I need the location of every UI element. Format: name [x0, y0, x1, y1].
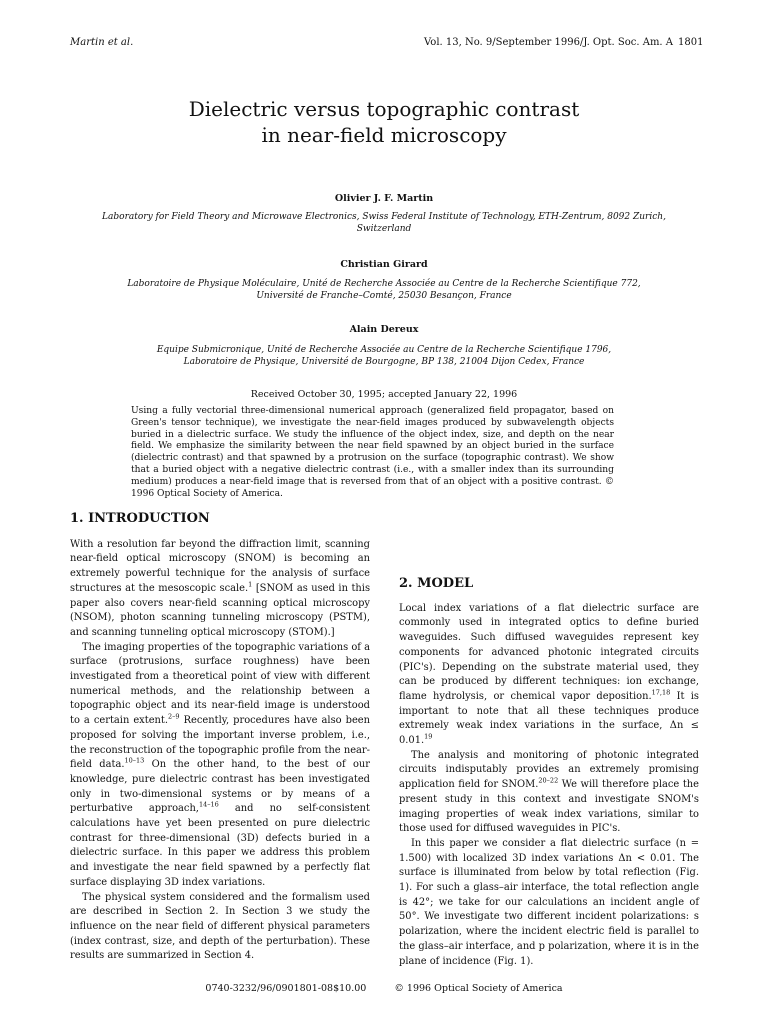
- article-code: 0740-3232/96/0901801-08$10.00: [205, 983, 367, 994]
- intro-paragraph: The imaging properties of the topographic variations of a surface (protrusions, surface roughness) have been investigated from a theoretical point of view with different numerical methods, and the relationship between a topographic object and its near-field image is understood to a certain extent.$^{2-9}$ Recently, procedures have also been proposed for solving the important inverse problem, i.e., the reconstruction of the topographic profile from the near-field data.$^{10-13}$ On the other hand, to the best of our knowledge, pure dielectric contrast has been investigated only in two-dimensional systems or by means of a perturbative approach,$^{14-16}$ and no self-consistent calculations have yet been presented on pure dielectric contrast for three-dimensional (3D) defects buried in a dielectric surface. In this paper we address this problem and investigate the near field spawned by a perfectly flat surface displaying 3D index variations.: [70, 641, 370, 888]
- author-affiliation: Laboratory for Field Theory and Microwave Electronics, Swiss Federal Institute of Technology, ETH-Zentrum, 8092 Zurich, Switzerland: [102, 212, 666, 234]
- section-heading-model: 2. MODEL: [399, 576, 474, 591]
- left-column: [70, 512, 370, 964]
- page-number: 1801: [678, 37, 704, 48]
- author-name: Alain Dereux: [349, 324, 419, 335]
- running-authors: Martin et al.: [70, 37, 134, 48]
- title-line-2: in near-field microscopy: [261, 123, 507, 147]
- author-affiliation: Equipe Submicronique, Unité de Recherche Associée au Centre de la Recherche Scientifique 1796, Laboratoire de Physique, Université de Bourgogne, BP 138, 21004 Dijon Cedex, France: [156, 345, 612, 367]
- received-dates: Received October 30, 1995; accepted January 22, 1996: [250, 389, 518, 400]
- author-name: Olivier J. F. Martin: [334, 193, 434, 204]
- intro-paragraph: The physical system considered and the formalism used are described in Section 2. In Section 3 we study the influence on the near field of different physical parameters (index contrast, size, and depth of the perturbation). These results are summarized in Section 4.: [70, 891, 370, 962]
- copyright-notice: © 1996 Optical Society of America: [394, 983, 563, 994]
- model-paragraph: In this paper we consider a flat dielectric surface (n = 1.500) with localized 3D index variations Δn < 0.01. The surface is illuminated from below by total reflection (Fig. 1). For such a glass–air interface, the total reflection angle is 42°; we take for our calculations an incident angle of 50°. We investigate two different incident polarizations: s polarization, where the incident electric field is parallel to the glass–air interface, and p polarization, where it is in the plane of incidence (Fig. 1).: [399, 837, 699, 967]
- model-paragraph: Local index variations of a flat dielectric surface are commonly used in integrated optics to define buried waveguides. Such diffused waveguides represent key components for advanced photonic integrated circuits (PIC's). Depending on the substrate material used, they can be produced by different techniques: ion exchange, flame hydrolysis, or chemical vapor deposition.$^{17,18}$ It is important to note that all these techniques produce extremely weak index variations in the surface, Δn ≤ 0.01.19: [399, 602, 699, 747]
- author-affiliation: Laboratoire de Physique Moléculaire, Unité de Recherche Associée au Centre de la Recherche Scientifique 772, Université de Franche–Comté, 25030 Besançon, France: [127, 279, 641, 301]
- section-heading-introduction: 1. INTRODUCTION: [70, 511, 210, 526]
- journal-citation: Vol. 13, No. 9/September 1996/J. Opt. Soc. Am. A: [424, 37, 674, 48]
- author-name: Christian Girard: [340, 259, 428, 270]
- paper-title: [0, 96, 768, 148]
- title-line-1: Dielectric versus topographic contrast: [188, 97, 580, 121]
- page-footer: [0, 983, 768, 994]
- intro-paragraph: With a resolution far beyond the diffraction limit, scanning near-field optical microscopy (SNOM) is becoming an extremely powerful technique for the analysis of surface structures at the mesoscopic scale.$^1$ [SNOM as used in this paper also covers near-field scanning optical microscopy (NSOM), photon scanning tunneling microscopy (PSTM), and scanning tunneling optical microscopy (STOM).]: [70, 538, 371, 638]
- right-column: [399, 577, 699, 969]
- model-paragraph: The analysis and monitoring of photonic integrated circuits indisputably provides an extremely promising application field for SNOM.$^{20-22}$ We will therefore place the present study in this context and investigate SNOM's imaging properties of weak index variations, similar to those used for diffused waveguides in PIC's.: [399, 749, 699, 835]
- abstract: Using a fully vectorial three-dimensional numerical approach (generalized field propagator, based on Green's tensor technique), we investigate the near-field images produced by subwavelength objects buried in a dielectric surface. We study the influence of the object index, size, and depth on the near field. We emphasize the similarity between the near field spawned by an object buried in the surface (dielectric contrast) and that spawned by a protrusion on the surface (topographic contrast). We show that a buried object with a negative dielectric contrast (i.e., with a smaller index than its surrounding medium) produces a near-field image that is reversed from that of an object with a positive contrast. © 1996 Optical Society of America.: [131, 406, 614, 499]
